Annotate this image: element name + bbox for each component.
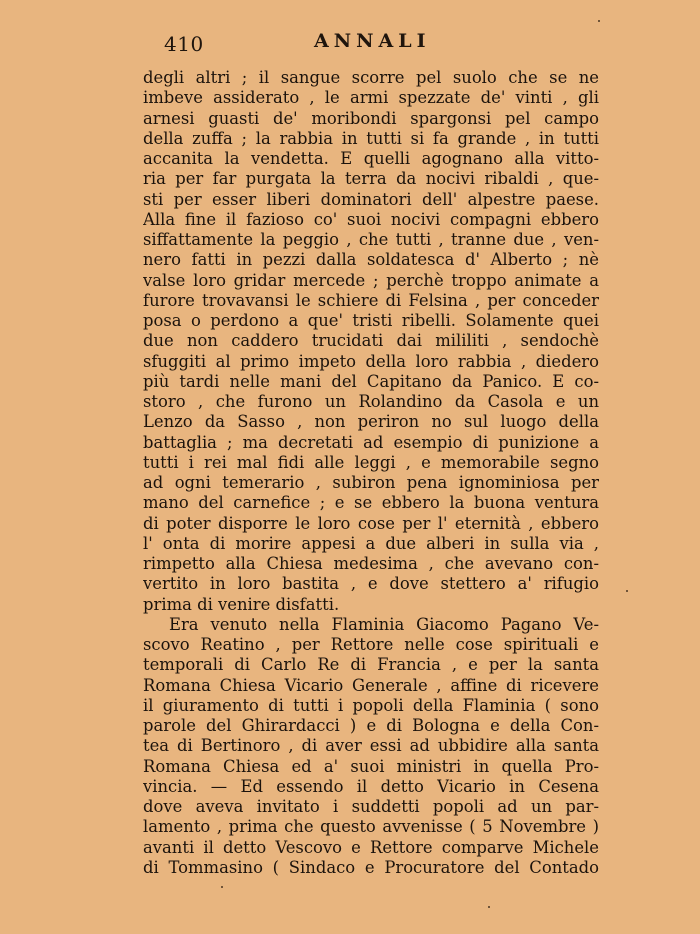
text-line: parole del Ghirardacci ) e di Bologna e della Con- xyxy=(143,716,599,735)
text-line: vincia. — Ed essendo il detto Vicario in Cesena xyxy=(143,776,599,796)
text-line: siffattamente la peggio , che tutti , tranne due , ven- xyxy=(143,230,599,249)
text-line: sfuggiti al primo impeto della loro rabbia , diedero xyxy=(143,351,599,371)
text-line: accanita la vendetta. E quelli agognano alla vitto- xyxy=(143,149,599,168)
text-line: scovo Reatino , per Rettore nelle cose spirituali e xyxy=(143,635,599,654)
paragraph-start-line: Era venuto nella Flaminia Giacomo Pagano Ve- xyxy=(169,614,599,634)
text-line: mano del carnefice ; e se ebbero la buona ventura xyxy=(143,493,599,513)
running-title: ANNALI xyxy=(314,30,431,52)
text-line: dove aveva invitato i suddetti popoli ad un par- xyxy=(143,797,599,816)
text-line: il giuramento di tutti i popoli della Flaminia ( sono xyxy=(143,695,599,715)
page-header xyxy=(164,28,600,56)
text-line: più tardi nelle mani del Capitano da Panico. E co- xyxy=(143,371,599,391)
text-line: avanti il detto Vescovo e Rettore comparve Michele xyxy=(143,837,599,857)
text-line: imbeve assiderato , le armi spezzate de' vinti , gli xyxy=(143,88,599,108)
text-line: ad ogni temerario , subiron pena ignominiosa per xyxy=(143,473,599,492)
page-number: 410 xyxy=(164,32,204,56)
text-line: vertito in loro bastita , e dove stettero a' rifugio xyxy=(143,574,599,594)
text-line: Alla fine il fazioso co' suoi nocivi compagni ebbero xyxy=(143,209,599,229)
text-line: storo , che furono un Rolandino da Casola e un xyxy=(143,392,599,411)
text-line: Romana Chiesa Vicario Generale , affine di ricevere xyxy=(143,675,599,695)
paper-speck xyxy=(598,20,600,22)
text-line: Lenzo da Sasso , non periron no sul luogo della xyxy=(143,412,599,432)
text-line: sti per esser liberi dominatori dell' alpestre paese. xyxy=(143,189,599,209)
text-line: rimpetto alla Chiesa medesima , che avevano con- xyxy=(143,554,599,573)
text-line: l' onta di morire appesi a due alberi in sulla via , xyxy=(143,533,599,553)
paragraph-end-line: prima di venire disfatti. xyxy=(143,594,340,614)
text-line: nero fatti in pezzi dalla soldatesca d' Alberto ; nè xyxy=(143,250,599,270)
text-line: di Tommasino ( Sindaco e Procuratore del Contado xyxy=(143,857,599,877)
paper-speck xyxy=(488,906,490,908)
text-line: temporali di Carlo Re di Francia , e per la santa xyxy=(143,655,599,675)
text-line: tea di Bertinoro , di aver essi ad ubbidire alla santa xyxy=(143,736,599,756)
text-line: lamento , prima che questo avvenisse ( 5 Novembre ) xyxy=(143,817,599,837)
paper-speck xyxy=(626,590,628,592)
text-line: di poter disporre le loro cose per l' eternità , ebbero xyxy=(143,513,599,533)
text-line: Romana Chiesa ed a' suoi ministri in quella Pro- xyxy=(143,756,599,776)
text-line: degli altri ; il sangue scorre pel suolo che se ne xyxy=(143,68,599,87)
text-line: battaglia ; ma decretati ad esempio di punizione a xyxy=(143,432,599,452)
text-line: furore trovavansi le schiere di Felsina , per conceder xyxy=(143,290,599,310)
text-line: della zuffa ; la rabbia in tutti si fa grande , in tutti xyxy=(143,128,599,148)
paper-speck xyxy=(221,886,223,888)
text-line: arnesi guasti de' moribondi spargonsi pel campo xyxy=(143,108,599,128)
body-text xyxy=(143,68,599,878)
text-line: ria per far purgata la terra da nocivi ribaldi , que- xyxy=(143,169,599,189)
text-line: tutti i rei mal fidi alle leggi , e memorabile segno xyxy=(143,452,599,472)
text-line: posa o perdono a que' tristi ribelli. Solamente quei xyxy=(143,311,599,330)
text-line: due non caddero trucidati dai mililiti , sendochè xyxy=(143,331,599,351)
text-line: valse loro gridar mercede ; perchè troppo animate a xyxy=(143,270,599,290)
